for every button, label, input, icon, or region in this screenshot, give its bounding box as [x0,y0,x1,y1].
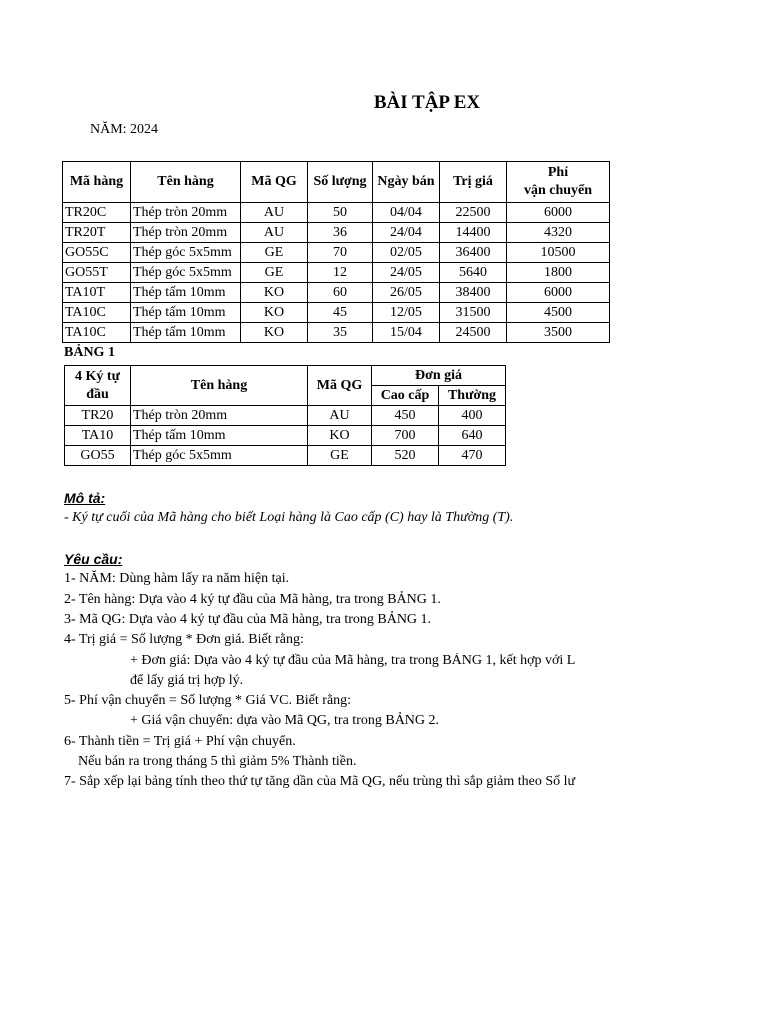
table-header-row [65,366,506,386]
cell: 400 [439,406,506,426]
cell: KO [241,283,308,303]
cell: TA10T [63,283,131,303]
bang1-label: BẢNG 1 [64,345,115,360]
cell: TA10 [65,426,131,446]
yeucau-line-4a: + Đơn giá: Dựa vào 4 ký tự đầu của Mã hàng, tra trong BẢNG 1, kết hợp với L [130,653,576,668]
cell: Thép tấm 10mm [131,303,241,323]
header-4kt-line2: đầu [86,386,109,402]
header-4kt-line1: 4 Ký tự [75,368,120,384]
header-don-gia: Đơn giá [372,366,506,386]
year-label: NĂM: 2024 [90,122,159,137]
cell: GE [308,446,372,466]
header-ngay-ban: Ngày bán [373,162,440,203]
cell: GO55T [63,263,131,283]
table-row [63,243,610,263]
yeucau-line-5: 5- Phí vận chuyển = Số lượng * Giá VC. Biết rằng: [64,693,352,708]
header-so-luong: Số lượng [308,162,373,203]
cell: 12/05 [373,303,440,323]
mota-text: - Ký tự cuối của Mã hàng cho biết Loại hàng là Cao cấp (C) hay là Thường (T). [64,510,514,525]
cell: 70 [308,243,373,263]
cell: 520 [372,446,439,466]
cell: TA10C [63,303,131,323]
header-ten-hang: Tên hàng [131,162,241,203]
cell: 24/04 [373,223,440,243]
table-row [63,203,610,223]
cell: 10500 [507,243,610,263]
page-title: BÀI TẬP EX [373,92,481,113]
cell: TR20C [63,203,131,223]
cell: Thép tròn 20mm [131,223,241,243]
header-thuong: Thường [439,386,506,406]
cell: 60 [308,283,373,303]
header-ma-hang: Mã hàng [63,162,131,203]
cell: GE [241,263,308,283]
lookup-table-1 [64,365,506,466]
cell: 6000 [507,203,610,223]
yeucau-line-2: 2- Tên hàng: Dựa vào 4 ký tự đầu của Mã hàng, tra trong BẢNG 1. [64,592,441,607]
cell: Thép tấm 10mm [131,283,241,303]
header-ma-qg: Mã QG [308,366,372,406]
cell: Thép góc 5x5mm [131,243,241,263]
cell: 12 [308,263,373,283]
cell: KO [308,426,372,446]
cell: Thép góc 5x5mm [131,446,308,466]
cell: 22500 [440,203,507,223]
cell: 50 [308,203,373,223]
cell: 5640 [440,263,507,283]
header-phi-line2: vận chuyển [523,183,593,198]
cell: 24500 [440,323,507,343]
table-header-row [63,162,610,203]
cell: 38400 [440,283,507,303]
yeucau-heading: Yêu cầu: [64,551,123,567]
header-ten-hang: Tên hàng [131,366,308,406]
cell: 45 [308,303,373,323]
cell: TA10C [63,323,131,343]
cell: Thép tấm 10mm [131,323,241,343]
cell: 470 [439,446,506,466]
header-tri-gia: Trị giá [440,162,507,203]
table-row [65,446,506,466]
header-ma-qg: Mã QG [241,162,308,203]
cell: 26/05 [373,283,440,303]
cell: 02/05 [373,243,440,263]
cell: AU [241,203,308,223]
cell: KO [241,303,308,323]
yeucau-line-1: 1- NĂM: Dùng hàm lấy ra năm hiện tại. [64,571,290,586]
cell: GE [241,243,308,263]
table-row [63,303,610,323]
yeucau-line-7: 7- Sắp xếp lại bảng tính theo thứ tự tăng dần của Mã QG, nếu trùng thì sắp giảm theo Số lư [64,774,576,789]
cell: AU [308,406,372,426]
cell: 35 [308,323,373,343]
table-row [63,223,610,243]
yeucau-line-6: 6- Thành tiền = Trị giá + Phí vận chuyển. [64,734,296,749]
cell: KO [241,323,308,343]
yeucau-line-4: 4- Trị giá = Số lượng * Đơn giá. Biết rằng: [64,632,304,647]
yeucau-line-4b: để lấy giá trị hợp lý. [130,673,244,688]
cell: Thép góc 5x5mm [131,263,241,283]
header-cao-cap: Cao cấp [372,386,439,406]
mota-heading: Mô tả: [64,490,106,506]
cell: 36400 [440,243,507,263]
cell: 4320 [507,223,610,243]
cell: 24/05 [373,263,440,283]
cell: Thép tròn 20mm [131,406,308,426]
cell: 04/04 [373,203,440,223]
cell: 700 [372,426,439,446]
cell: 36 [308,223,373,243]
header-phi-van-chuyen [507,162,610,203]
header-phi-line1: Phí [547,165,569,180]
cell: GO55C [63,243,131,263]
cell: 14400 [440,223,507,243]
cell: Thép tấm 10mm [131,426,308,446]
cell: 640 [439,426,506,446]
products-table [62,161,610,343]
table-row [63,323,610,343]
cell: 1800 [507,263,610,283]
table-row [65,406,506,426]
table-row [65,426,506,446]
cell: TR20 [65,406,131,426]
cell: TR20T [63,223,131,243]
yeucau-line-6a: Nếu bán ra trong tháng 5 thì giảm 5% Thành tiền. [78,754,357,769]
table-row [63,283,610,303]
cell: Thép tròn 20mm [131,203,241,223]
yeucau-line-3: 3- Mã QG: Dựa vào 4 ký tự đầu của Mã hàng, tra trong BẢNG 1. [64,612,432,627]
cell: GO55 [65,446,131,466]
table-row [63,263,610,283]
yeucau-line-5a: + Giá vận chuyển: dựa vào Mã QG, tra trong BẢNG 2. [130,713,440,728]
header-4-ky-tu-dau [65,366,131,406]
cell: 3500 [507,323,610,343]
cell: 450 [372,406,439,426]
cell: 4500 [507,303,610,323]
cell: 15/04 [373,323,440,343]
cell: 31500 [440,303,507,323]
cell: AU [241,223,308,243]
cell: 6000 [507,283,610,303]
